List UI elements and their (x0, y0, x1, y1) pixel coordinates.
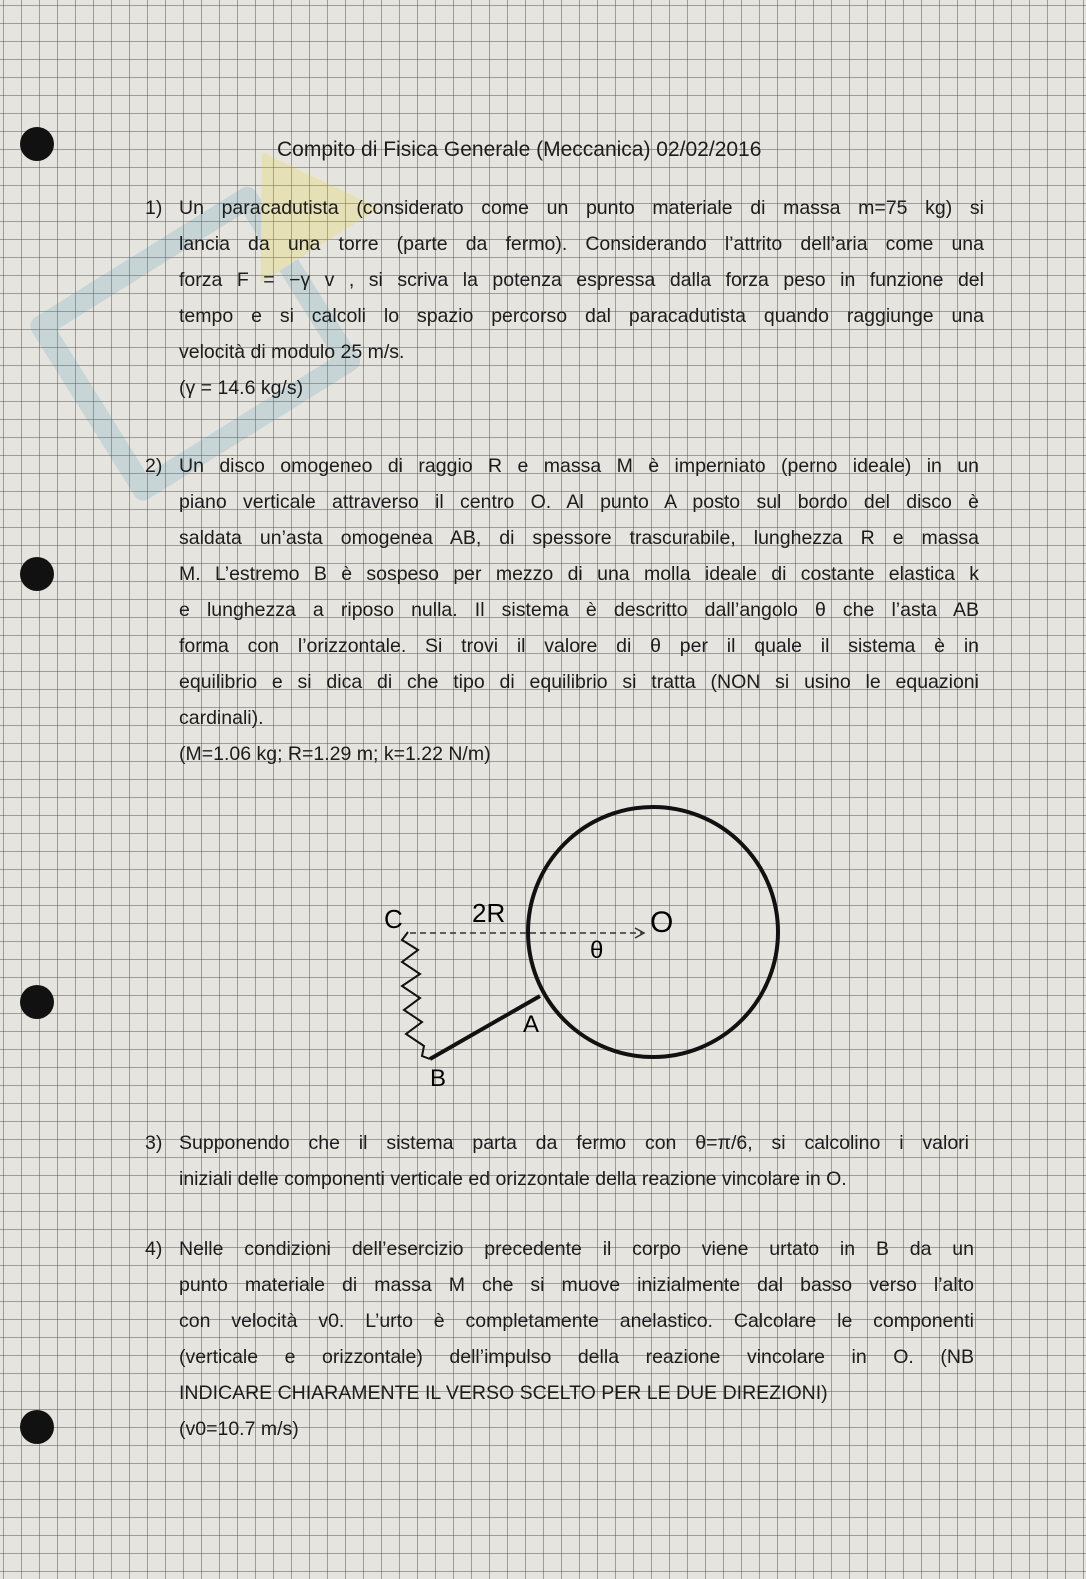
label-c: C (384, 904, 403, 934)
exercise-line: INDICARE CHIARAMENTE IL VERSO SCELTO PER LE DUE DIREZIONI) (179, 1382, 828, 1404)
label-b: B (430, 1065, 447, 1092)
exercise-line: tempo e si calcoli lo spazio percorso dal paracadutista quando raggiunge una (179, 305, 984, 327)
exercise-line: forza F = −γ v , si scriva la potenza espressa dalla forza peso in funzione del (179, 269, 984, 291)
exercise-line: iniziali delle componenti verticale ed orizzontale della reazione vincolare in O. (179, 1168, 847, 1190)
exercise-number: 4) (145, 1238, 163, 1260)
punch-hole-1 (20, 127, 54, 161)
exercise-line: punto materiale di massa M che si muove inizialmente dal basso verso l’alto (179, 1274, 974, 1296)
label-theta: θ (590, 937, 604, 964)
exercise-line: Nelle condizioni dell’esercizio precedente il corpo viene urtato in B da un (179, 1238, 974, 1260)
page-title: Compito di Fisica Generale (Meccanica) 02/02/2016 (277, 138, 762, 161)
exercise-1 (145, 190, 985, 410)
exercise-line: e lunghezza a riposo nulla. Il sistema è descritto dall’angolo θ che l’asta AB (179, 599, 979, 621)
exercise-data: (γ = 14.6 kg/s) (179, 377, 304, 399)
exercise-4 (145, 1231, 985, 1451)
spring (402, 932, 430, 1059)
exercise-number: 3) (145, 1132, 163, 1154)
exercise-data: (v0=10.7 m/s) (179, 1418, 299, 1440)
exercise-line: Supponendo che il sistema parta da fermo con θ=π/6, si calcolino i valori (179, 1132, 969, 1154)
exercise-line: lancia da una torre (parte da fermo). Considerando l’attrito dell’aria come una (179, 233, 984, 255)
exercise-2 (145, 448, 985, 778)
exercise-line: M. L’estremo B è sospeso per mezzo di una molla ideale di costante elastica k (179, 563, 979, 585)
exercise-line: Un disco omogeneo di raggio R e massa M è imperniato (perno ideale) in un (179, 455, 979, 477)
punch-hole-2 (20, 557, 54, 591)
exercise-line: (verticale e orizzontale) dell’impulso della reazione vincolare in O. (NB (179, 1346, 974, 1368)
punch-hole-4 (20, 1410, 54, 1444)
exercise-line: velocità di modulo 25 m/s. (179, 341, 405, 363)
exercise-line: Un paracadutista (considerato come un punto materiale di massa m=75 kg) si (179, 197, 984, 219)
exercise-line: piano verticale attraverso il centro O. Al punto A posto sul bordo del disco è (179, 491, 979, 513)
exercise-data: (M=1.06 kg; R=1.29 m; k=1.22 N/m) (179, 743, 491, 765)
label-2r: 2R (472, 898, 506, 928)
label-o: O (650, 906, 674, 939)
exercise-line: forma con l’orizzontale. Si trovi il valore di θ per il quale il sistema è in (179, 635, 979, 657)
arrowhead (635, 928, 644, 938)
punch-hole-3 (20, 985, 54, 1019)
exercise-line: con velocità v0. L’urto è completamente anelastico. Calcolare le componenti (179, 1310, 974, 1332)
exercise-3 (145, 1125, 985, 1205)
exercise-line: equilibrio e si dica di che tipo di equilibrio si tratta (NON si usino le equazioni (179, 671, 979, 693)
exercise-line: saldata un’asta omogenea AB, di spessore trascurabile, lunghezza R e massa (179, 527, 979, 549)
label-a: A (523, 1011, 540, 1038)
exercise-number: 2) (145, 455, 163, 477)
exercise-line: cardinali). (179, 707, 264, 729)
disk-rod-spring-figure (380, 800, 800, 1100)
exercise-number: 1) (145, 197, 163, 219)
